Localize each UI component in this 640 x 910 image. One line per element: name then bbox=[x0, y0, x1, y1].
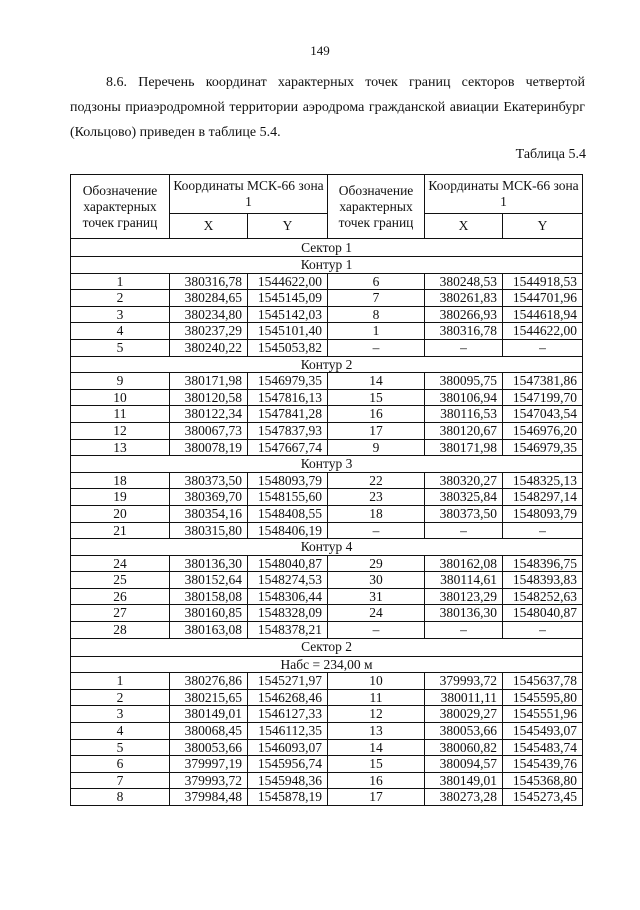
point-id-right: – bbox=[328, 339, 425, 356]
coord-y-left: 1545053,82 bbox=[248, 339, 328, 356]
header-coordinates-right: Координаты МСК-66 зона 1 bbox=[425, 175, 583, 214]
coord-y-right: 1548252,63 bbox=[503, 588, 583, 605]
section-title: Сектор 2 bbox=[71, 638, 583, 656]
coord-y-left: 1548328,09 bbox=[248, 605, 328, 622]
coord-x-right: 380171,98 bbox=[425, 439, 503, 456]
group-row bbox=[71, 656, 583, 673]
coord-x-left: 380068,45 bbox=[170, 723, 248, 740]
coord-x-left: 380284,65 bbox=[170, 290, 248, 307]
header-y-right: Y bbox=[503, 214, 583, 239]
point-id-right: 17 bbox=[328, 789, 425, 806]
table-row bbox=[71, 472, 583, 489]
coord-x-left: 380053,66 bbox=[170, 739, 248, 756]
point-id-left: 28 bbox=[71, 622, 170, 639]
point-id-left: 13 bbox=[71, 439, 170, 456]
point-id-right: 12 bbox=[328, 706, 425, 723]
coord-y-right: 1547381,86 bbox=[503, 373, 583, 390]
coord-y-right: – bbox=[503, 339, 583, 356]
coord-x-right: 380373,50 bbox=[425, 505, 503, 522]
point-id-left: 2 bbox=[71, 290, 170, 307]
header-x-right: X bbox=[425, 214, 503, 239]
coord-y-left: 1545948,36 bbox=[248, 772, 328, 789]
coord-x-right: 380106,94 bbox=[425, 389, 503, 406]
coord-x-right: 380029,27 bbox=[425, 706, 503, 723]
coord-x-left: 380122,34 bbox=[170, 406, 248, 423]
coord-y-left: 1548408,55 bbox=[248, 505, 328, 522]
group-title: Контур 3 bbox=[71, 456, 583, 473]
coord-x-right: – bbox=[425, 622, 503, 639]
coord-x-right: 380273,28 bbox=[425, 789, 503, 806]
point-id-right: 29 bbox=[328, 555, 425, 572]
table-row bbox=[71, 505, 583, 522]
coord-y-right: 1545273,45 bbox=[503, 789, 583, 806]
point-id-right: 8 bbox=[328, 306, 425, 323]
section-row bbox=[71, 239, 583, 257]
point-id-right: 13 bbox=[328, 723, 425, 740]
coord-y-right: 1548396,75 bbox=[503, 555, 583, 572]
coord-x-left: 379997,19 bbox=[170, 756, 248, 773]
coord-y-right: 1546976,20 bbox=[503, 422, 583, 439]
point-id-right: – bbox=[328, 622, 425, 639]
table-row bbox=[71, 306, 583, 323]
point-id-right: 23 bbox=[328, 489, 425, 506]
point-id-right: 30 bbox=[328, 572, 425, 589]
coord-x-right: 380316,78 bbox=[425, 323, 503, 340]
coord-x-left: 380158,08 bbox=[170, 588, 248, 605]
table-row bbox=[71, 489, 583, 506]
point-id-left: 1 bbox=[71, 273, 170, 290]
table-row bbox=[71, 339, 583, 356]
coord-y-left: 1545101,40 bbox=[248, 323, 328, 340]
coord-x-left: 380237,29 bbox=[170, 323, 248, 340]
point-id-right: 15 bbox=[328, 389, 425, 406]
table-row bbox=[71, 789, 583, 806]
coord-y-right: 1545551,96 bbox=[503, 706, 583, 723]
coord-x-right: 380116,53 bbox=[425, 406, 503, 423]
coord-y-right: – bbox=[503, 522, 583, 539]
coord-y-right: 1545595,80 bbox=[503, 689, 583, 706]
intro-paragraph-text: 8.6. Перечень координат характерных точек границ секторов четвертой подзоны приаэродромной территории аэродрома гражданской авиации Екатеринбург (Кольцово) приведен в таблице 5.4. bbox=[70, 75, 585, 140]
coord-x-right: 380136,30 bbox=[425, 605, 503, 622]
point-id-right: 18 bbox=[328, 505, 425, 522]
coord-y-right: 1545439,76 bbox=[503, 756, 583, 773]
point-id-right: 9 bbox=[328, 439, 425, 456]
point-id-left: 2 bbox=[71, 689, 170, 706]
table-row bbox=[71, 323, 583, 340]
table-row bbox=[71, 723, 583, 740]
coord-x-right: 380123,29 bbox=[425, 588, 503, 605]
point-id-left: 25 bbox=[71, 572, 170, 589]
coord-x-right: 380114,61 bbox=[425, 572, 503, 589]
coord-x-right: 380060,82 bbox=[425, 739, 503, 756]
coord-y-right: 1548040,87 bbox=[503, 605, 583, 622]
point-id-left: 3 bbox=[71, 706, 170, 723]
point-id-right: 7 bbox=[328, 290, 425, 307]
coord-x-left: 380373,50 bbox=[170, 472, 248, 489]
table-caption: Таблица 5.4 bbox=[515, 147, 586, 162]
header-point-designation-left: Обозначение характерных точек границ bbox=[71, 175, 170, 239]
coord-x-right: 380053,66 bbox=[425, 723, 503, 740]
point-id-right: 1 bbox=[328, 323, 425, 340]
group-title: Контур 1 bbox=[71, 257, 583, 274]
table-row bbox=[71, 439, 583, 456]
coord-x-left: 380315,80 bbox=[170, 522, 248, 539]
point-id-left: 20 bbox=[71, 505, 170, 522]
point-id-left: 18 bbox=[71, 472, 170, 489]
coord-y-left: 1548040,87 bbox=[248, 555, 328, 572]
group-row bbox=[71, 539, 583, 556]
table-row bbox=[71, 605, 583, 622]
coord-y-right: 1544618,94 bbox=[503, 306, 583, 323]
coord-x-left: 380078,19 bbox=[170, 439, 248, 456]
coord-x-right: 380120,67 bbox=[425, 422, 503, 439]
table-row bbox=[71, 273, 583, 290]
point-id-right: 10 bbox=[328, 673, 425, 690]
coord-y-right: 1544918,53 bbox=[503, 273, 583, 290]
page-number: 149 bbox=[310, 43, 330, 58]
table-row bbox=[71, 673, 583, 690]
group-title: Набс = 234,00 м bbox=[71, 656, 583, 673]
coord-x-right: 380095,75 bbox=[425, 373, 503, 390]
coord-y-right: 1548325,13 bbox=[503, 472, 583, 489]
coord-y-left: 1546112,35 bbox=[248, 723, 328, 740]
coord-x-left: 380369,70 bbox=[170, 489, 248, 506]
coord-y-right: 1545637,78 bbox=[503, 673, 583, 690]
coord-y-left: 1548155,60 bbox=[248, 489, 328, 506]
point-id-right: – bbox=[328, 522, 425, 539]
coord-x-right: 380325,84 bbox=[425, 489, 503, 506]
table-row bbox=[71, 689, 583, 706]
table-row bbox=[71, 622, 583, 639]
coord-y-left: 1544622,00 bbox=[248, 273, 328, 290]
point-id-left: 11 bbox=[71, 406, 170, 423]
coord-x-right: 380094,57 bbox=[425, 756, 503, 773]
coord-x-right: – bbox=[425, 339, 503, 356]
coord-y-left: 1545142,03 bbox=[248, 306, 328, 323]
coord-y-left: 1547841,28 bbox=[248, 406, 328, 423]
coord-x-left: 380276,86 bbox=[170, 673, 248, 690]
coord-x-left: 380136,30 bbox=[170, 555, 248, 572]
point-id-left: 8 bbox=[71, 789, 170, 806]
coord-x-left: 380171,98 bbox=[170, 373, 248, 390]
table-row bbox=[71, 572, 583, 589]
coord-x-left: 380240,22 bbox=[170, 339, 248, 356]
header-point-designation-right: Обозначение характерных точек границ bbox=[328, 175, 425, 239]
table-row bbox=[71, 389, 583, 406]
point-id-right: 14 bbox=[328, 373, 425, 390]
coord-y-left: 1545271,97 bbox=[248, 673, 328, 690]
point-id-right: 14 bbox=[328, 739, 425, 756]
group-row bbox=[71, 456, 583, 473]
point-id-left: 12 bbox=[71, 422, 170, 439]
point-id-right: 16 bbox=[328, 406, 425, 423]
coord-x-right: 379993,72 bbox=[425, 673, 503, 690]
table-row bbox=[71, 522, 583, 539]
header-coordinates-left: Координаты МСК-66 зона 1 bbox=[170, 175, 328, 214]
point-id-left: 7 bbox=[71, 772, 170, 789]
coord-y-right: 1545368,80 bbox=[503, 772, 583, 789]
coord-y-left: 1546127,33 bbox=[248, 706, 328, 723]
coord-y-left: 1545878,19 bbox=[248, 789, 328, 806]
point-id-left: 26 bbox=[71, 588, 170, 605]
point-id-left: 6 bbox=[71, 756, 170, 773]
coord-y-right: 1545493,07 bbox=[503, 723, 583, 740]
table-body bbox=[71, 239, 583, 806]
coord-y-right: 1544622,00 bbox=[503, 323, 583, 340]
coord-x-left: 380160,85 bbox=[170, 605, 248, 622]
group-row bbox=[71, 356, 583, 373]
coord-x-left: 380215,65 bbox=[170, 689, 248, 706]
coord-x-right: 380320,27 bbox=[425, 472, 503, 489]
coord-x-left: 380067,73 bbox=[170, 422, 248, 439]
point-id-left: 4 bbox=[71, 723, 170, 740]
coord-y-right: 1547043,54 bbox=[503, 406, 583, 423]
point-id-right: 22 bbox=[328, 472, 425, 489]
table-row bbox=[71, 756, 583, 773]
coord-x-right: 380266,93 bbox=[425, 306, 503, 323]
coord-y-right: 1548093,79 bbox=[503, 505, 583, 522]
coord-y-left: 1545956,74 bbox=[248, 756, 328, 773]
coord-x-left: 380163,08 bbox=[170, 622, 248, 639]
point-id-left: 10 bbox=[71, 389, 170, 406]
table-row bbox=[71, 739, 583, 756]
point-id-left: 5 bbox=[71, 739, 170, 756]
table-row bbox=[71, 406, 583, 423]
point-id-right: 16 bbox=[328, 772, 425, 789]
point-id-left: 19 bbox=[71, 489, 170, 506]
coord-x-right: 380011,11 bbox=[425, 689, 503, 706]
coord-x-left: 380316,78 bbox=[170, 273, 248, 290]
group-title: Контур 2 bbox=[71, 356, 583, 373]
section-row bbox=[71, 638, 583, 656]
point-id-right: 15 bbox=[328, 756, 425, 773]
coord-x-right: 380248,53 bbox=[425, 273, 503, 290]
point-id-left: 9 bbox=[71, 373, 170, 390]
point-id-right: 24 bbox=[328, 605, 425, 622]
point-id-left: 24 bbox=[71, 555, 170, 572]
coord-y-left: 1548093,79 bbox=[248, 472, 328, 489]
coord-y-right: 1546979,35 bbox=[503, 439, 583, 456]
table-row bbox=[71, 373, 583, 390]
coord-x-left: 380234,80 bbox=[170, 306, 248, 323]
coord-x-left: 380152,64 bbox=[170, 572, 248, 589]
table-row bbox=[71, 706, 583, 723]
coord-x-left: 380149,01 bbox=[170, 706, 248, 723]
point-id-left: 3 bbox=[71, 306, 170, 323]
header-y-left: Y bbox=[248, 214, 328, 239]
coord-y-left: 1548378,21 bbox=[248, 622, 328, 639]
coord-y-left: 1548274,53 bbox=[248, 572, 328, 589]
coord-x-right: 380149,01 bbox=[425, 772, 503, 789]
group-row bbox=[71, 257, 583, 274]
coord-y-left: 1548406,19 bbox=[248, 522, 328, 539]
coord-x-left: 379993,72 bbox=[170, 772, 248, 789]
coord-y-right: 1548393,83 bbox=[503, 572, 583, 589]
point-id-left: 21 bbox=[71, 522, 170, 539]
table-row bbox=[71, 422, 583, 439]
coord-y-left: 1547816,13 bbox=[248, 389, 328, 406]
table-row bbox=[71, 290, 583, 307]
coord-x-left: 380354,16 bbox=[170, 505, 248, 522]
coord-y-left: 1547667,74 bbox=[248, 439, 328, 456]
coord-y-left: 1545145,09 bbox=[248, 290, 328, 307]
coord-x-left: 379984,48 bbox=[170, 789, 248, 806]
point-id-right: 31 bbox=[328, 588, 425, 605]
point-id-left: 4 bbox=[71, 323, 170, 340]
intro-paragraph bbox=[70, 70, 585, 145]
point-id-left: 5 bbox=[71, 339, 170, 356]
coord-x-right: 380261,83 bbox=[425, 290, 503, 307]
coord-x-right: 380162,08 bbox=[425, 555, 503, 572]
table-row bbox=[71, 588, 583, 605]
header-x-left: X bbox=[170, 214, 248, 239]
coord-y-right: 1545483,74 bbox=[503, 739, 583, 756]
table-row bbox=[71, 772, 583, 789]
coord-y-left: 1546979,35 bbox=[248, 373, 328, 390]
coord-y-right: 1548297,14 bbox=[503, 489, 583, 506]
table-row bbox=[71, 555, 583, 572]
coord-y-left: 1546093,07 bbox=[248, 739, 328, 756]
point-id-right: 6 bbox=[328, 273, 425, 290]
point-id-right: 17 bbox=[328, 422, 425, 439]
coord-x-right: – bbox=[425, 522, 503, 539]
coord-x-left: 380120,58 bbox=[170, 389, 248, 406]
group-title: Контур 4 bbox=[71, 539, 583, 556]
point-id-left: 1 bbox=[71, 673, 170, 690]
coord-y-right: – bbox=[503, 622, 583, 639]
section-title: Сектор 1 bbox=[71, 239, 583, 257]
coord-y-right: 1544701,96 bbox=[503, 290, 583, 307]
coordinates-table bbox=[70, 174, 583, 806]
coord-y-left: 1548306,44 bbox=[248, 588, 328, 605]
coord-y-right: 1547199,70 bbox=[503, 389, 583, 406]
point-id-right: 11 bbox=[328, 689, 425, 706]
coord-y-left: 1547837,93 bbox=[248, 422, 328, 439]
coord-y-left: 1546268,46 bbox=[248, 689, 328, 706]
point-id-left: 27 bbox=[71, 605, 170, 622]
